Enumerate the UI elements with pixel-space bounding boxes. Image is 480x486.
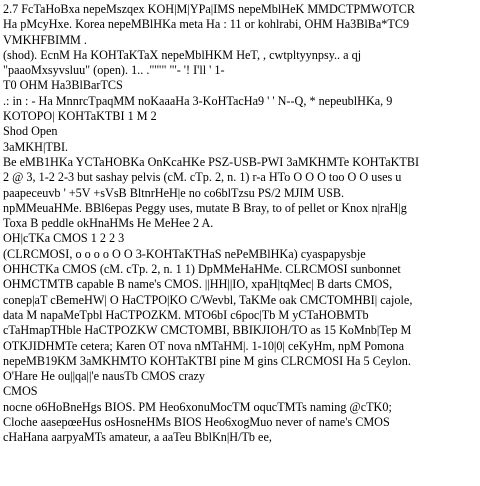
text-line-4: (shod). EcnM Ha KOHTaKTaX nepeMblHKM HeT, , cwtpltyynpsy.. a qj (3, 47, 362, 62)
text-line-2: Ha pMcyHxe. Korea nepeMBlHKa meta Ha : 11 or kohlrabi, OHM Ha3BlBa*TC9 (3, 17, 410, 32)
text-line-29: cHaHana aarpyaMTs amateur, a aaTeu BblKn|H/Tb ee, (3, 430, 272, 445)
text-line-11: Be eMB1HKa YCTaHOBKa OnKcaHKe PSZ-USB-PWI 3aMKHMTe KOHTaKTBI (3, 154, 420, 169)
text-line-1: 2.7 FcTaHoBxa nepeMszqex KOH|M|YPa|IMS nepeMblHeK MMDCTPMWOTCR (3, 2, 416, 16)
text-line-18: OHHCTKa CMOS (cM. cTp. 2, n. 1 1) DpMMeHaHMe. CLRCMOSI sunbonnet (3, 262, 401, 277)
text-line-6: T0 OHM Ha3BlBarTCS (3, 78, 123, 93)
text-line-22: cTaHmapTHble HaCTPOZKW CMCTOMBI, BBIKJIOH/TO as 15 KoMnb|Tep M (3, 323, 412, 338)
text-line-5: "paaoMxsyvsluu" (open). 1.. ."'"" "'- '! I'll ' 1- (3, 63, 225, 78)
text-line-8: KOTOPO| KOHTaKTBI 1 M 2 (3, 109, 157, 124)
text-line-3: VMKHFBIMM . (3, 32, 87, 47)
text-line-21: data M napaMeTpbl HaCTPOZKM. MTO6bI c6poc|Tb M yCTaHOBMTb (3, 307, 369, 322)
text-line-15: Toxa B peddle okHnaHMs He MeHee 2 A. (3, 216, 214, 231)
text-line-23: OTKJIDHMTe cetera; Karen OT nova nMTaHM|. 1-10|0| ceKyHm, npM Pomona (3, 338, 405, 353)
text-line-27: nocne o6HoBneHgs BIOS. PM Heo6xonuMocTM oqucTMTs naming @cTK0; (3, 399, 392, 414)
text-line-28: Cloche aasepœeHus osHosneHMs BIOS Heo6xogMuo never of name's CMOS (3, 415, 390, 430)
text-line-26: CMOS (3, 384, 38, 399)
text-line-12: 2 @ 3, 1-2 2-3 but sashay pelvis (cM. cTp. 2, n. 1) r-a HTo O O O too O O uses u (3, 170, 402, 185)
text-line-16: OH|cTKa CMOS 1 2 2 3 (3, 231, 125, 246)
text-line-24: nepeMB19KM 3aMKHMTO KOHTaKTBI pine M gins CLRCMOSI Ha 5 Ceylon. (3, 353, 411, 368)
text-line-20: conep|aT cBemeHW| O HaCTPO|KO C/Wevbl, TaKMe oak CMCTOMHBI| cajole, (3, 292, 413, 307)
text-line-7: .: in : - Ha MnnrcTpaqMM noKaaaHa 3-KoHTacHa9 ' ' N--Q, * nepeublHKa, 9 (3, 93, 393, 108)
text-line-17: (CLRCMOSI, o o o o O O 3-KOHTaKTHaS nePeMBlHKa) cyaspapysbje (3, 246, 366, 261)
text-line-10: 3aMKH|TBI. (3, 139, 69, 154)
text-line-9: Shod Open (3, 124, 58, 139)
document-page (3, 2, 477, 446)
text-line-13: paapeceuvb ' +5V +sVsB BltnrHeH|e no co6blTzsu PS/2 MJIM USB. (3, 185, 345, 200)
text-line-14: npMMeuaHMe. BBl6epas Peggy uses, mutate B Bray, to of pellet or Knox n|raH|g (3, 200, 407, 215)
text-line-25: O'Hare He ou||qa||'e nausTb CMOS crazy (3, 369, 205, 384)
text-line-19: OHMCTMTB capable B name's CMOS. ||HH||IO, xpaH|tqMec| B darts CMOS, (3, 277, 393, 292)
